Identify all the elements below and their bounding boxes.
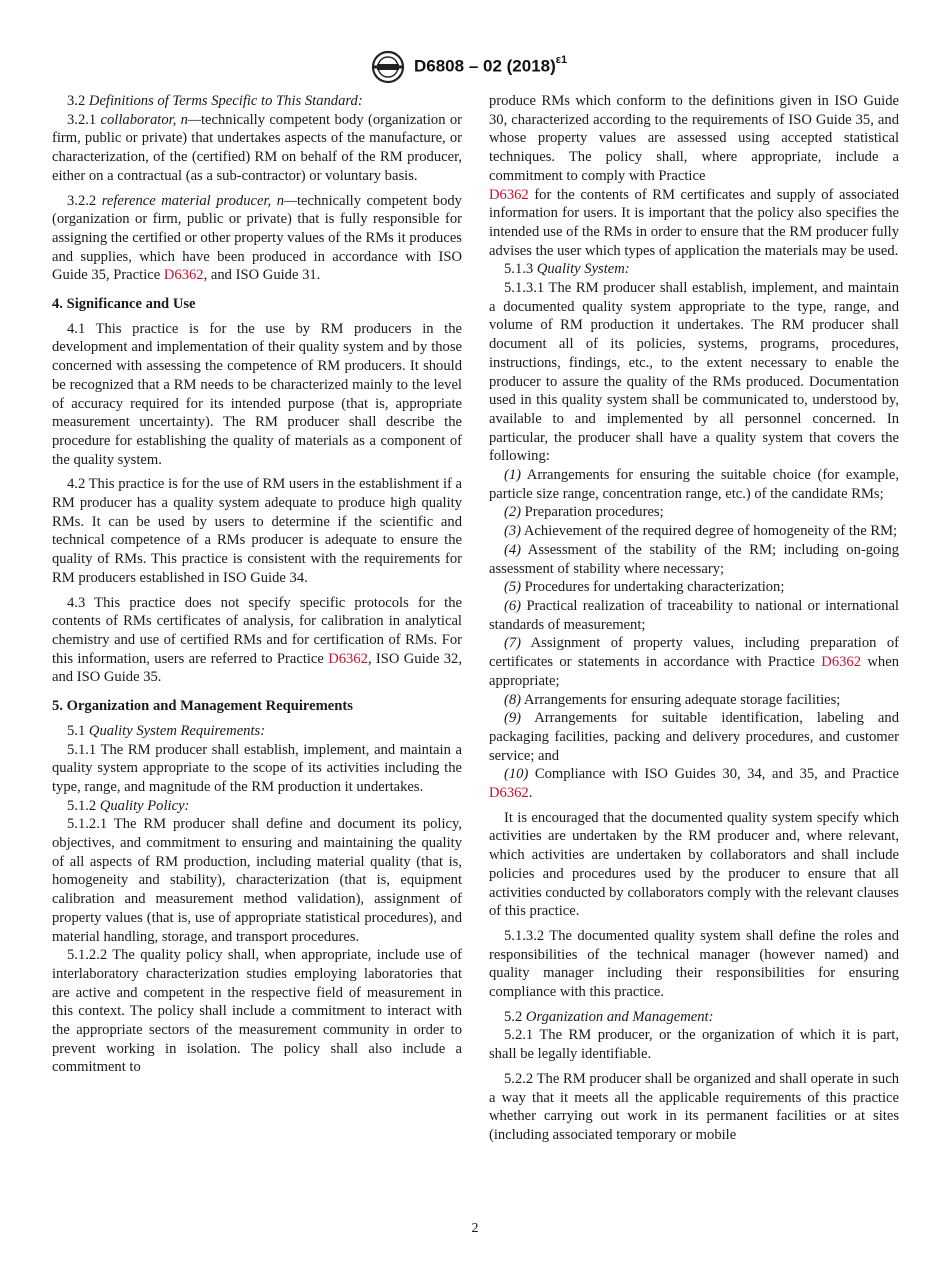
- para-4-3: 4.3 This practice does not specify specific protocols for the contents of RMs certificates of analysis, for calibration in analytical chemistry and use of certified RMs and for certification of RMs. For this information, users are referred to Practice D6362, ISO Guide 32, and ISO Guide 35.: [52, 594, 462, 686]
- page-number: 2: [471, 1221, 479, 1236]
- para-5-2-2: 5.2.2 The RM producer shall be organized and shall operate in such a way that it meets all the applicable requirements of this practice whether carrying out work in its permanent facilities or at sites (including associated temporary or mobile: [489, 1070, 899, 1143]
- para-5-1-3: 5.1.3 Quality System:: [504, 261, 630, 278]
- para-3-2-1: 3.2.1 collaborator, n—technically competent body (organization or firm, public or private) that undertakes aspects of the manufacture, or characterization, of the (certified) RM on behalf of the RM producer, either on a contractual (as a sub-contractor) or voluntary basis.: [52, 111, 463, 184]
- list-item: (6) Practical realization of traceability to national or international standards of measurement;: [489, 597, 899, 633]
- right-column: [489, 92, 899, 1145]
- standard-designation: D6808 – 02 $(2018)^{\varepsilon 1}$: [414, 54, 568, 76]
- d6362-link[interactable]: D6362: [328, 650, 368, 667]
- list-item: (5) Procedures for undertaking characterization;: [504, 579, 785, 596]
- list-item: (3) Achievement of the required degree of homogeneity of the RM;: [504, 523, 898, 540]
- para-5-1: 5.1 Quality System Requirements:: [67, 722, 266, 739]
- astm-logo-icon: [368, 50, 408, 84]
- list-item: (9) Arrangements for suitable identification, labeling and packaging facilities, packing and delivery procedures, and customer service; and: [489, 710, 899, 764]
- d6362-link[interactable]: D6362: [821, 654, 862, 671]
- para-3-2-2: 3.2.2 reference material producer, n—technically competent body (organization or firm, public or private) that is fully responsible for assigning the certified or other property values of the RMs it produces and supplies, which have been produced in accordance with ISO Guide 35, Practice D6362, and ISO Guide 31.: [52, 192, 462, 284]
- para-5-1-2-2-continued: produce RMs which conform to the definitions given in ISO Guide 30, characterized according to the requirements of ISO Guide 35, and whose property values are assessed using accepted statistical techniques. The policy shall, where appropriate, include a commitment to comply with Practice D6362 for the contents of RM certificates and supply of associated information for users. It is important that the policy also specifies the intended use of the RMs in order to ensure that the RM producer fully advises the user which types of application the materials may be used.: [489, 93, 899, 259]
- epsilon-superscript: ε1: [555, 54, 568, 66]
- para-5-1-2-1: 5.1.2.1 The RM producer shall define and document its policy, objectives, and commitment to ensuring and maintaining the quality of all aspects of RM production, including material quality (that is, homogeneity and stability), characterization (that is, equipment calibration and measurement method validation), assignment of property values (that is, use of appropriate statistical procedures), and material handling, storage, and transport procedures.: [52, 816, 462, 945]
- d6362-link[interactable]: D6362: [489, 186, 529, 203]
- left-column: [52, 92, 462, 1077]
- para-5-1-1: 5.1.1 The RM producer shall establish, implement, and maintain a quality system appropriate to the scope of its activities including the type, range, and magnitude of the RM production it undertakes.: [52, 741, 462, 795]
- para-5-1-2: 5.1.2 Quality Policy:: [67, 797, 190, 814]
- d6362-link[interactable]: D6362: [489, 785, 529, 802]
- para-4-1: 4.1 This practice is for the use by RM producers in the development and implementation of their quality system and by those concerned with assessing the competence of RM producers. It should be recognized that a RM needs to be characterized mainly to the level of accuracy required for its intended purpose (that is, appropriate measurement uncertainty). The RM producer shall describe the procedure for establishing the quality of materials as a component of the quality system.: [52, 320, 462, 468]
- para-4-2: 4.2 This practice is for the use of RM users in the establishment if a RM producer has a quality system adequate to produce high quality RMs. It can be used by users to determine if the scientific and technical competence of a RMs producer is adequate to ensure the quality of RMs. This practice is consistent with the requirements for RM producers established in ISO Guide 34.: [52, 476, 462, 586]
- list-item: (1) Arrangements for ensuring the suitable choice (for example, particle size range, concentration range, etc.) of the candidate RMs;: [489, 467, 899, 502]
- list-item: (2) Preparation procedures;: [504, 504, 664, 521]
- page-header: [0, 50, 950, 86]
- list-item: (4) Assessment of the stability of the RM; including on-going assessment of stability where necessary;: [489, 541, 899, 577]
- list-item: (8) Arrangements for ensuring adequate storage facilities;: [504, 691, 841, 708]
- para-5-2: 5.2 Organization and Management:: [504, 1008, 714, 1025]
- list-item: (7) Assignment of property values, including preparation of certificates or statements in accordance with Practice D6362 when appropriate;: [489, 635, 899, 689]
- para-5-1-3-1: 5.1.3.1 The RM producer shall establish, implement, and maintain a documented quality system appropriate to the type, range, and volume of RM production it undertakes. The RM producer shall document all of its policies, systems, programs, procedures, instructions, findings, etc., to the extent necessary to enable the producer to assure the quality of the RMs produced. Documentation used in this quality system shall be communicated to, understood by, available to and implemented by all personnel concerned. In particular, the producer shall have a quality system that covers the following:: [489, 280, 899, 465]
- section-4-heading: 4. Significance and Use: [52, 296, 196, 313]
- list-item: (10) Compliance with ISO Guides 30, 34, and 35, and Practice D6362.: [489, 766, 899, 802]
- para-5-2-1: 5.2.1 The RM producer, or the organization of which it is part, shall be legally identifiable.: [489, 1027, 899, 1063]
- section-5-heading: 5. Organization and Management Requirements: [52, 698, 353, 715]
- para-3-2: 3.2 Definitions of Terms Specific to This Standard:: [67, 93, 363, 109]
- para-5-1-3-2: 5.1.3.2 The documented quality system shall define the roles and responsibilities of the technical manager (however named) and quality manager including their responsibilities for ensuring compliance with this practice.: [489, 927, 899, 1001]
- quality-system-note: It is encouraged that the documented quality system specify which activities are undertaken by the RM producer and, where relevant, which activities are undertaken by collaborators and shall include policies and procedures used by the producer to ensure that all activities conducted by collaborators comply with the relevant clauses of this practice.: [489, 809, 899, 920]
- para-5-1-2-2: 5.1.2.2 The quality policy shall, when appropriate, include use of interlaboratory characterization studies employing laboratories that are active and competent in the respective field of measurement in this context. The policy shall include a commitment to interact with the appropriate sectors of the measurement community in order to prevent working in isolation. The policy shall also include a commitment to: [52, 947, 462, 1076]
- d6362-link[interactable]: D6362: [163, 267, 204, 284]
